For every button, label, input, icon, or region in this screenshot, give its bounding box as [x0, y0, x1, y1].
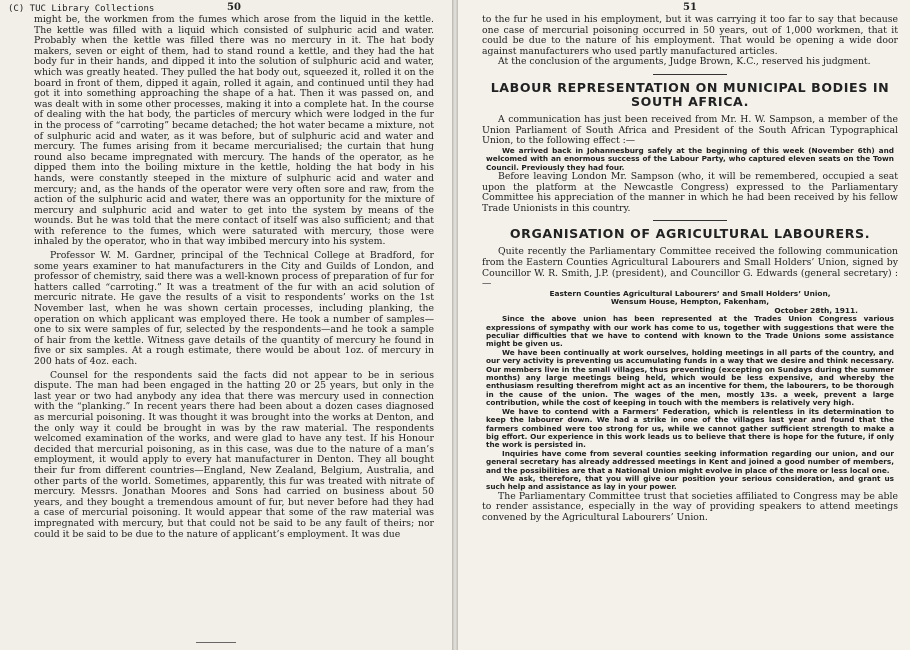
letter-address-1: Eastern Counties Agricultural Labourers’ and Small Holders’ Union,	[549, 288, 831, 298]
left-page	[0, 0, 452, 650]
right-continuation-1: to the fur he used in his employment, but it was carrying it too far to say that because one case of mercurial poisoning occurred in 50 years, out of 1,000 workmen, that it could be due to the nature of his employment. That would be opening a wide door against manufacturers who used partly manufactured articles.	[482, 14, 898, 57]
south-africa-after: Before leaving London Mr. Sampson (who, it will be remembered, occupied a seat upon the platform at the Newcastle Congress) expressed to the Parliamentary Committee his appreciation of the manner in which he had been received by his fellow Trade Unionists in this country.	[482, 170, 898, 214]
section-heading-agricultural: ORGANISATION OF AGRICULTURAL LABOURERS.	[509, 226, 871, 242]
left-paragraph-2: Professor W. M. Gardner, principal of the Technical College at Bradford, for some years examiner to hat manufacturers in the City and Guilds of London, and professor of chemistry, said there was a well-known process of preparation of fur for hatters called “carroting.” It was a treatment of the fur with an acid solution of mercuric nitrate. He gave the results of a visit to respondents’ works on the 1st November last, when he was shown certain processes, including planking, the operation on which applicant was employed there. He took a number of samples—one to six were samples of fur, selected by the respondents—and he took a sample of hair from the kettle. Witness gave details of the quantity of mercury he found in five or six samples. At a rough estimate, there would be about 1oz. of mercury in 200 hats of 4oz. each.	[34, 250, 434, 367]
section-divider	[653, 220, 727, 221]
section-heading-south-africa: LABOUR REPRESENTATION ON MUNICIPAL BODIES IN SOUTH AFRICA.	[490, 79, 890, 109]
watermark: (C) TUC Library Collections	[8, 4, 155, 14]
letter-address-2: Wensum House, Hempton, Fakenham,	[610, 297, 770, 307]
letter-paragraph-3: We have to contend with a Farmers’ Federation, which is relentless in its determination to keep the labourer down. We had a strike in one of the villages last year and found that the farmers combined were too strong for us, while we cannot gather sufficient strength to make a big effort. Our experience in this work leads us to believe that there is hope for the future, if only the work is persisted in.	[486, 406, 894, 450]
right-page	[458, 0, 910, 650]
letter-paragraph-2: We have been continually at work ourselves, holding meetings in all parts of the country, and our very activity is preventing us accumulating funds in a way that we desire and think necessary. Our members live in the small villages, thus preventing (excepting on Sundays during the summer months) any large meetings being held, which would be less expensive, and whereby the enthusiasm resulting therefrom might act as an incentive for them, the labourers, to be thorough in the cause of the union. The wages of the men, mostly 13s. a week, prevent a large contribution, while the cost of keeping in touch with the members is relatively very high.	[486, 347, 894, 408]
section-divider	[653, 74, 727, 75]
agricultural-intro: Quite recently the Parliamentary Committee received the following communication from the Eastern Counties Agricultural Labourers and Small Holders’ Union, signed by Councillor W. R. Smith, J.P. (president), and Councillor G. Edwards (general secretary) :—	[482, 246, 898, 290]
page-number-right: 51	[683, 2, 697, 13]
agricultural-closing: The Parliamentary Committee trust that societies affiliated to Congress may be able to render assistance, especially in the way of providing speakers to attend meetings convened by the Agricultural Labourers’ Union.	[482, 490, 898, 523]
letter-paragraph-4: Inquiries have come from several counties seeking information regarding our union, and our general secretary has already addressed meetings in Kent and joined a good number of members, and the possibilities are that a National Union might evolve in place of the more or less local one.	[486, 448, 894, 475]
left-paragraph-3: Counsel for the respondents said the facts did not appear to be in serious dispute. The man had been engaged in the hatting 20 or 25 years, but only in the last year or two had anybody any idea that there was mercury used in connection with the “planking.” In recent years there had been about a dozen cases diagnosed as mercurial poisoning. It was thought it was brought into the works at Denton, and the only way it could be brought in was by the raw material. The respondents welcomed examination of the works, and were glad to have any test. If his Honour decided that mercurial poisoning, as in this case, was due to the nature of a man’s employment, it would apply to every hat manufacturer in Denton. They all bought their fur from different countries—England, New Zealand, Belgium, Australia, and other parts of the world. Sometimes, apparently, this fur was treated with nitrate of mercury. Messrs. Jonathan Moores and Sons had carried on business about 50 years, and they bought a tremendous amount of fur, but never before had they had a case of mercurial poisoning. It would appear that some of the raw material was impregnated with mercury, but that could not be said to be any fault of theirs; nor could it be said to be due to the nature of applicant’s employment. It was due	[34, 369, 434, 540]
south-africa-intro: A communication has just been received from Mr. H. W. Sampson, a member of the Union Parliament of South Africa and President of the South African Typographical Union, to the following effect :—	[482, 113, 898, 147]
letter-paragraph-1: Since the above union has been represented at the Trades Union Congress various expressions of sympathy with our work has come to us, together with suggestions that were the peculiar difficulties that we have to contend with known to the Trade Unions some assistance might be given us.	[486, 314, 894, 349]
left-paragraph-1: might be, the workmen from the fumes which arose from the liquid in the kettle. The kettle was filled with a liquid which consisted of sulphuric acid and water. Probably when the kettle was filled there was no mercury in it. The hat body makers, seven or eight of them, had to stand round a kettle, and they had the hat body fur in their hands, and dipped it into the solution of sulphuric acid and water, which was greatly heated. They pulled the hat body out, squeezed it, rolled it on the board in front of them, dipped it again, rolled it again, and continued until they had got it into something approaching the shape of a hat. Then it was passed on, and was dealt with in some other processes, making it into a complete hat. In the course of dealing with the hat body, the particles of mercury which were lodged in the fur in the process of “carroting” became detached; the hot water became a mixture, not of sulphuric acid and water, as it was before, but of sulphuric acid and water and mercury. The fumes arising from it became mercurialised; the curtain that hung round also became impregnated with mercury. The hands of the operator, as he dipped them into the boiling mixture in the kettle, holding the hat body in his hands, were constantly steeped in the mixture of sulphuric acid and water and mercury; and, as the hands of the operator were very often sore and raw, from the action of the sulphuric acid and water, there was an opportunity for the mixture of mercury and sulphuric acid and water to get into the system by means of the wounds. But he was told that the mere contact of itself was also sufficient; and that with reference to the fumes, which were saturated with mercury, those were inhaled by the operator, who in that way imbibed mercury into his system.	[34, 14, 434, 248]
letter-date: October 28th, 1911.	[774, 305, 858, 315]
south-africa-quote: We arrived back in Johannesburg safely at the beginning of this week (November 6th) and welcomed with an enormous success of the Labour Party, who captured eleven seats on the Town Council. Previously they had four.	[486, 145, 894, 172]
page-number-left: 50	[227, 2, 241, 13]
right-continuation-2: At the conclusion of the arguments, Judge Brown, K.C., reserved his judgment.	[498, 56, 871, 68]
page-ornament	[196, 634, 236, 643]
letter-paragraph-5: We ask, therefore, that you will give our position your serious consideration, and grant us such help and assistance as lay in your power.	[486, 473, 894, 492]
